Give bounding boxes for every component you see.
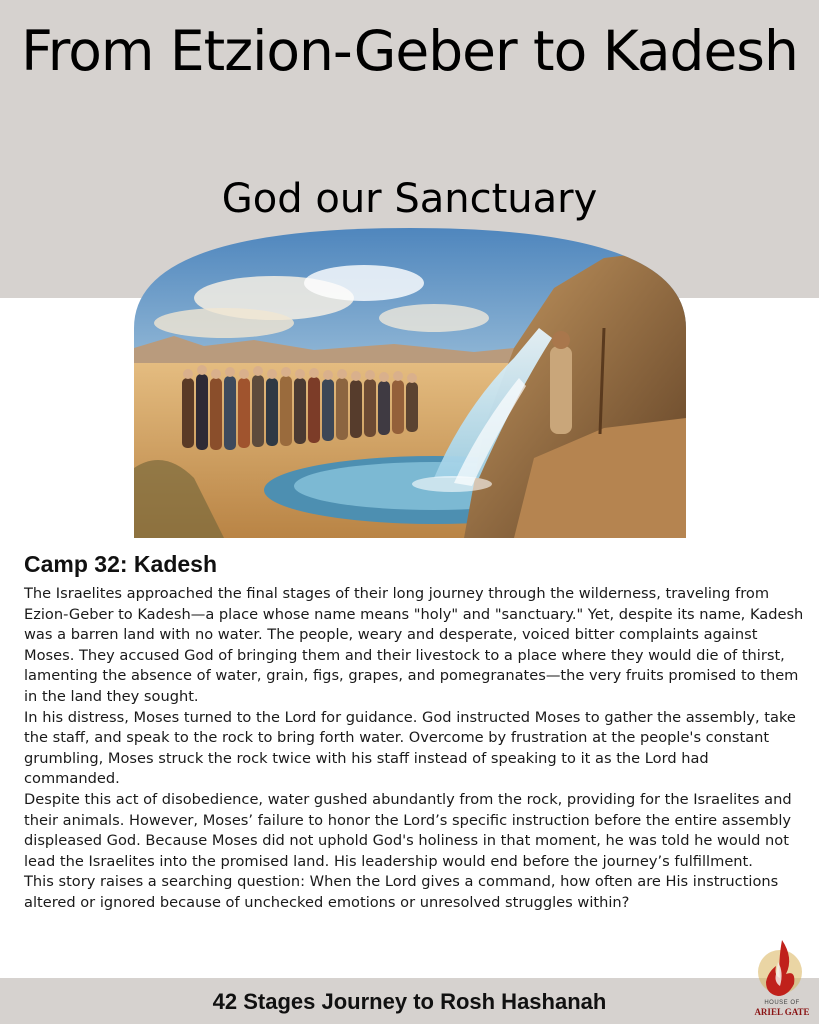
- title-text: From Etzion-Geber to Kadesh: [21, 19, 798, 83]
- page-subtitle: God our Sanctuary: [221, 176, 598, 222]
- footer-title: 42 Stages Journey to Rosh Hashanah: [212, 989, 607, 1014]
- paragraph: This story raises a searching question: When the Lord gives a command, how often are His instructions altered or ignored because of unchecked emotions or unresolved struggles within?: [24, 873, 779, 911]
- logo-text-ariel-gate: ARIEL GATE: [754, 1007, 810, 1017]
- page-title: [0, 18, 819, 84]
- paragraph: The Israelites approached the final stages of their long journey through the wilderness, traveling from Ezion-Geber to Kadesh—a place whose name means "holy" and "sanctuary." Yet, despite its name, Kadesh was a barren land with no water. The people, weary and desperate, voiced bitter complaints against Moses. They accused God of bringing them and their livestock to a place where they would die of thirst, lamenting the absence of water, grain, figs, grapes, and pomegranates—the very fruits promised to them in the land they sought.: [24, 585, 804, 705]
- paragraph: Despite this act of disobedience, water gushed abundantly from the rock, providing for the Israelites and their animals. However, Moses’ failure to honor the Lord’s specific instruction before the entire assembly displeased God. Because Moses did not uphold God's holiness in that moment, he was told he would not lead the Israelites into the promised land. His leadership would end before the journey’s fulfillment.: [24, 790, 792, 870]
- camp-heading: Camp 32: Kadesh: [24, 551, 218, 577]
- paragraph: In his distress, Moses turned to the Lord for guidance. God instructed Moses to gather the assembly, take the staff, and speak to the rock to bring forth water. Overcome by frustration at the people's constant grumbling, Moses struck the rock twice with his staff instead of speaking to it as the Lord had commanded.: [24, 708, 796, 788]
- logo-text-house-of: HOUSE OF: [764, 1000, 800, 1006]
- body-text: [24, 584, 804, 914]
- illustration-moses-striking-rock: [134, 228, 686, 538]
